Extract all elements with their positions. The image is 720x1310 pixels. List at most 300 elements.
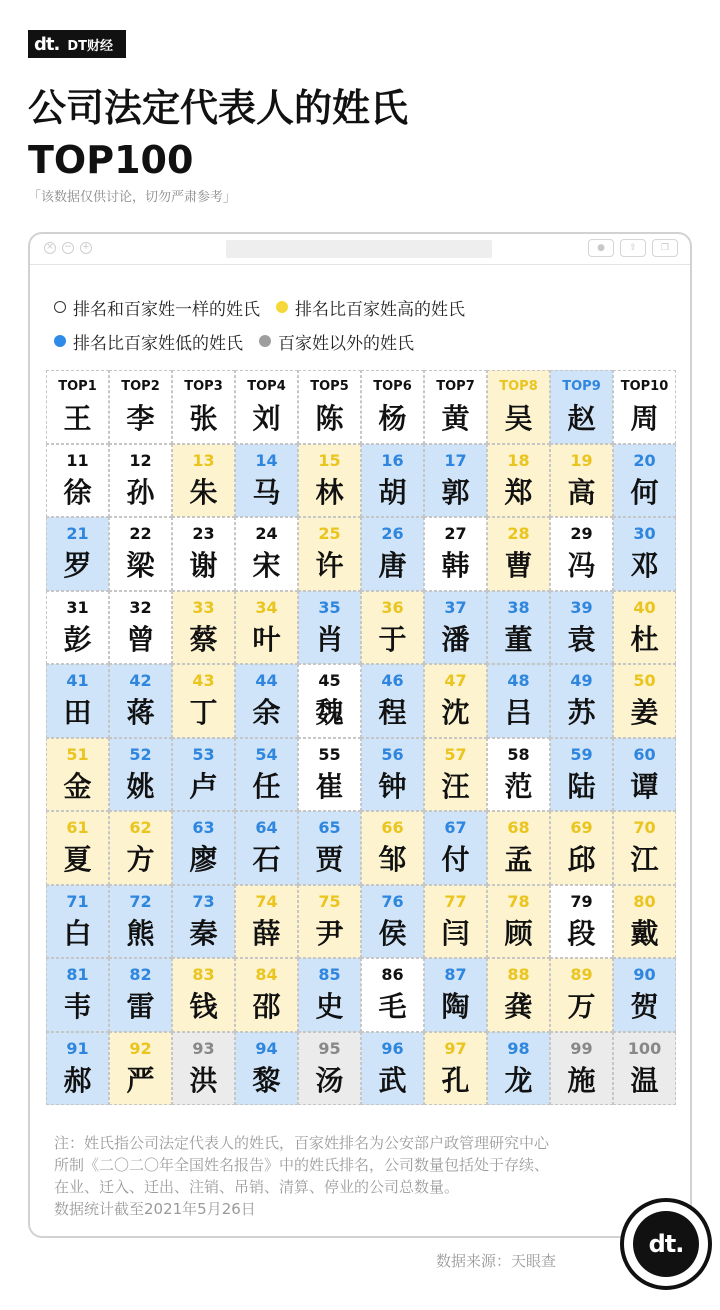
surname-cell [613, 591, 676, 665]
surname-cell [361, 1032, 424, 1106]
surname-rank: 31 [66, 597, 89, 617]
surname-rank: 66 [381, 818, 404, 837]
surname-name: 周 [630, 402, 659, 435]
surname-cell [487, 664, 550, 738]
surname-cell [424, 885, 487, 959]
surname-name: 贺 [630, 990, 659, 1023]
surname-cell [109, 664, 172, 738]
surname-rank: 25 [318, 524, 341, 543]
surname-rank: 71 [66, 891, 89, 911]
surname-cell [46, 517, 109, 591]
surname-name: 郭 [441, 475, 470, 509]
surname-rank: 96 [381, 1038, 404, 1058]
surname-name: 苏 [567, 696, 596, 729]
legend-label: 排名比百家姓低的姓氏 [73, 333, 243, 354]
surname-cell [424, 444, 487, 518]
surname-rank: 68 [507, 818, 530, 837]
gray-dot-icon [259, 335, 271, 347]
surname-grid [46, 370, 676, 1105]
surname-cell [235, 444, 298, 518]
surname-cell [109, 1032, 172, 1106]
surname-cell [424, 738, 487, 812]
legend-label: 百家姓以外的姓氏 [278, 333, 414, 354]
surname-cell [298, 664, 361, 738]
surname-name: 沈 [441, 696, 470, 729]
surname-cell [172, 811, 235, 885]
surname-rank: 17 [444, 450, 467, 470]
surname-name: 蔡 [189, 622, 218, 656]
surname-cell [424, 664, 487, 738]
surname-rank: 82 [129, 965, 152, 984]
surname-rank: 77 [444, 891, 467, 911]
surname-rank: 13 [192, 450, 215, 470]
surname-cell [235, 958, 298, 1032]
surname-cell [109, 885, 172, 959]
surname-name: 曹 [504, 549, 533, 582]
surname-rank: 56 [381, 744, 404, 764]
surname-rank: 24 [255, 524, 278, 543]
blue-dot-icon [54, 335, 66, 347]
surname-name: 陶 [441, 990, 470, 1023]
surname-cell [172, 370, 235, 444]
surname-name: 朱 [189, 475, 218, 509]
surname-name: 于 [378, 622, 407, 656]
surname-cell [109, 591, 172, 665]
surname-cell [109, 958, 172, 1032]
surname-cell [172, 664, 235, 738]
surname-name: 冯 [567, 549, 596, 582]
surname-name: 金 [63, 769, 92, 803]
surname-cell [424, 370, 487, 444]
surname-rank: 49 [570, 671, 593, 690]
surname-rank: 73 [192, 891, 215, 911]
surname-name: 孟 [504, 843, 533, 876]
surname-name: 范 [504, 769, 533, 803]
surname-cell [613, 1032, 676, 1106]
surname-name: 高 [567, 475, 596, 509]
surname-name: 吕 [504, 696, 533, 729]
surname-name: 薛 [252, 916, 281, 950]
brand-name: DT财经 [67, 38, 113, 54]
surname-cell [298, 811, 361, 885]
surname-cell [46, 885, 109, 959]
surname-cell [550, 738, 613, 812]
surname-name: 蒋 [126, 696, 155, 729]
surname-cell [109, 811, 172, 885]
surname-cell [235, 370, 298, 444]
surname-rank: 85 [318, 965, 341, 984]
surname-name: 秦 [189, 916, 218, 950]
window-titlebar [30, 234, 690, 265]
surname-cell [361, 885, 424, 959]
surname-name: 袁 [567, 622, 596, 656]
surname-cell [298, 591, 361, 665]
surname-name: 崔 [315, 769, 344, 803]
surname-name: 熊 [126, 916, 155, 950]
surname-name: 宋 [252, 549, 281, 582]
title-line-1: 公司法定代表人的姓氏 [28, 86, 409, 130]
surname-rank: 12 [129, 450, 152, 470]
surname-rank: 39 [570, 597, 593, 617]
surname-rank: 42 [129, 671, 152, 690]
surname-name: 毛 [378, 990, 407, 1023]
surname-rank: 37 [444, 597, 467, 617]
surname-cell [424, 1032, 487, 1106]
legend-item-outside [259, 329, 414, 354]
surname-name: 汪 [441, 769, 470, 803]
surname-name: 姜 [630, 696, 659, 729]
surname-name: 何 [630, 475, 659, 509]
surname-rank: 15 [318, 450, 341, 470]
surname-rank: 95 [318, 1038, 341, 1058]
surname-rank: 79 [570, 891, 593, 911]
dt-badge-icon [620, 1198, 712, 1290]
surname-rank: 69 [570, 818, 593, 837]
surname-name: 董 [504, 622, 533, 656]
surname-cell [298, 885, 361, 959]
surname-rank: 28 [507, 524, 530, 543]
surname-rank: 99 [570, 1038, 593, 1058]
surname-cell [487, 885, 550, 959]
surname-cell [172, 444, 235, 518]
surname-name: 张 [189, 402, 218, 435]
surname-cell [550, 885, 613, 959]
address-bar[interactable] [226, 240, 492, 258]
surname-cell [487, 444, 550, 518]
surname-rank: 21 [66, 524, 89, 543]
surname-cell [46, 811, 109, 885]
copy-icon[interactable]: ❐ [652, 239, 678, 257]
surname-rank: 48 [507, 671, 530, 690]
surname-name: 韦 [63, 990, 92, 1023]
surname-name: 黄 [441, 402, 470, 435]
surname-rank: 47 [444, 671, 467, 690]
surname-rank: 55 [318, 744, 341, 764]
surname-name: 万 [567, 990, 596, 1023]
surname-name: 唐 [378, 549, 407, 582]
surname-name: 陈 [315, 402, 344, 435]
surname-cell [298, 958, 361, 1032]
surname-cell [235, 738, 298, 812]
surname-cell [613, 958, 676, 1032]
surname-rank: 40 [633, 597, 656, 617]
surname-cell [109, 517, 172, 591]
surname-name: 叶 [252, 622, 281, 656]
legend-item-lower [54, 329, 243, 354]
surname-rank: 72 [129, 891, 152, 911]
surname-cell [298, 738, 361, 812]
surname-cell [550, 444, 613, 518]
surname-cell [172, 958, 235, 1032]
surname-name: 闫 [441, 916, 470, 950]
surname-name: 付 [441, 843, 470, 876]
surname-rank: 60 [633, 744, 656, 764]
surname-cell [361, 517, 424, 591]
surname-cell [172, 1032, 235, 1106]
surname-cell [613, 664, 676, 738]
surname-cell [487, 738, 550, 812]
legend-label: 排名和百家姓一样的姓氏 [73, 299, 260, 320]
yellow-dot-icon [276, 301, 288, 313]
surname-name: 龚 [504, 990, 533, 1023]
surname-rank: 51 [66, 744, 89, 764]
legend-label: 排名比百家姓高的姓氏 [295, 299, 465, 320]
surname-cell [46, 1032, 109, 1106]
surname-name: 邹 [378, 843, 407, 876]
surname-name: 石 [252, 843, 281, 876]
surname-cell [235, 591, 298, 665]
surname-rank: 50 [633, 671, 656, 690]
maximize-icon[interactable]: + [80, 242, 92, 254]
surname-cell [487, 517, 550, 591]
surname-name: 韩 [441, 549, 470, 582]
surname-name: 方 [126, 843, 155, 876]
surname-rank: 86 [381, 965, 404, 984]
surname-rank: 81 [66, 965, 89, 984]
surname-cell [298, 444, 361, 518]
browser-window [28, 232, 692, 1238]
surname-name: 钟 [378, 769, 407, 803]
surname-rank: 76 [381, 891, 404, 911]
surname-rank: 27 [444, 524, 467, 543]
legend-item-same [54, 295, 260, 320]
surname-rank: 91 [66, 1038, 89, 1058]
surname-rank: TOP5 [310, 379, 349, 394]
surname-rank: 57 [444, 744, 467, 764]
surname-name: 戴 [630, 916, 659, 950]
surname-rank: 23 [192, 524, 215, 543]
surname-name: 程 [378, 696, 407, 729]
surname-cell [487, 811, 550, 885]
surname-rank: 78 [507, 891, 530, 911]
footnote-line: 数据统计截至2021年5月26日 [54, 1200, 256, 1218]
surname-cell [361, 664, 424, 738]
surname-rank: TOP1 [58, 379, 97, 394]
surname-rank: 16 [381, 450, 404, 470]
surname-name: 徐 [63, 475, 92, 509]
surname-cell [46, 958, 109, 1032]
window-controls [44, 242, 92, 254]
surname-name: 许 [315, 549, 344, 582]
surname-rank: 54 [255, 744, 278, 764]
surname-name: 任 [252, 769, 281, 803]
surname-name: 邓 [630, 549, 659, 582]
disclaimer: 「该数据仅供讨论，切勿严肃参考」 [28, 190, 237, 205]
surname-name: 严 [126, 1063, 155, 1097]
legend-row-1 [54, 290, 674, 324]
surname-rank: TOP9 [562, 379, 601, 394]
surname-rank: 20 [633, 450, 656, 470]
surname-cell [550, 958, 613, 1032]
surname-cell [235, 811, 298, 885]
surname-name: 雷 [126, 990, 155, 1023]
surname-rank: 46 [381, 671, 404, 690]
surname-name: 江 [630, 843, 659, 876]
surname-rank: 84 [255, 965, 278, 984]
surname-rank: 36 [381, 597, 404, 617]
surname-rank: 38 [507, 597, 530, 617]
surname-name: 刘 [252, 402, 281, 435]
surname-cell [487, 958, 550, 1032]
surname-name: 杜 [630, 622, 659, 656]
surname-name: 洪 [189, 1063, 218, 1097]
surname-rank: 64 [255, 818, 278, 837]
surname-rank: 65 [318, 818, 341, 837]
surname-rank: 61 [66, 818, 89, 837]
surname-name: 贾 [315, 843, 344, 876]
surname-name: 孙 [126, 475, 155, 509]
surname-name: 马 [252, 475, 281, 509]
surname-cell [613, 738, 676, 812]
surname-name: 田 [63, 696, 92, 729]
legend-row-2 [54, 324, 674, 358]
surname-cell [487, 591, 550, 665]
badge-logo: dt. [633, 1211, 699, 1277]
close-icon[interactable]: × [44, 242, 56, 254]
surname-cell [361, 591, 424, 665]
surname-name: 钱 [189, 990, 218, 1023]
surname-rank: 94 [255, 1038, 278, 1058]
surname-name: 侯 [378, 916, 407, 950]
surname-name: 邵 [252, 990, 281, 1023]
surname-rank: 14 [255, 450, 278, 470]
surname-cell [613, 885, 676, 959]
surname-rank: 26 [381, 524, 404, 543]
surname-rank: 70 [633, 818, 656, 837]
footnote [54, 1132, 634, 1220]
surname-cell [46, 738, 109, 812]
surname-rank: 80 [633, 891, 656, 911]
surname-name: 卢 [189, 769, 218, 803]
surname-rank: 43 [192, 671, 215, 690]
surname-rank: 29 [570, 524, 593, 543]
surname-name: 杨 [378, 402, 407, 435]
surname-name: 顾 [504, 916, 533, 950]
surname-cell [361, 444, 424, 518]
surname-name: 彭 [63, 622, 92, 656]
window-buttons [588, 239, 678, 257]
surname-name: 史 [315, 990, 344, 1023]
surname-rank: 41 [66, 671, 89, 690]
surname-rank: 59 [570, 744, 593, 764]
record-icon[interactable]: ● [588, 239, 614, 257]
surname-cell [298, 1032, 361, 1106]
surname-cell [361, 370, 424, 444]
surname-cell [613, 444, 676, 518]
surname-name: 魏 [315, 696, 344, 729]
surname-rank: 30 [633, 524, 656, 543]
dt-logo-icon: dt. [34, 33, 60, 55]
surname-cell [487, 1032, 550, 1106]
surname-rank: 11 [66, 450, 89, 470]
surname-name: 肖 [315, 622, 344, 656]
surname-rank: 67 [444, 818, 467, 837]
surname-rank: 35 [318, 597, 341, 617]
surname-cell [550, 517, 613, 591]
surname-cell [550, 370, 613, 444]
surname-rank: 87 [444, 965, 467, 984]
surname-cell [613, 811, 676, 885]
surname-cell [109, 738, 172, 812]
surname-name: 赵 [567, 402, 596, 435]
surname-cell [613, 370, 676, 444]
surname-name: 夏 [63, 843, 92, 876]
surname-cell [424, 958, 487, 1032]
surname-rank: TOP2 [121, 379, 160, 394]
white-dot-icon [54, 301, 66, 313]
surname-rank: 98 [507, 1038, 530, 1058]
surname-name: 白 [63, 916, 92, 950]
surname-name: 段 [567, 916, 596, 950]
surname-rank: TOP8 [499, 379, 538, 394]
surname-name: 姚 [126, 769, 155, 803]
surname-cell [361, 738, 424, 812]
surname-rank: 74 [255, 891, 278, 911]
minimize-icon[interactable]: − [62, 242, 74, 254]
surname-name: 施 [567, 1063, 596, 1097]
surname-cell [46, 370, 109, 444]
surname-cell [613, 517, 676, 591]
surname-cell [424, 811, 487, 885]
surname-name: 吴 [504, 402, 533, 435]
surname-name: 胡 [378, 475, 407, 509]
surname-cell [424, 591, 487, 665]
surname-name: 林 [315, 475, 344, 509]
surname-name: 孔 [441, 1063, 470, 1097]
footnote-line: 在业、迁入、迁出、注销、吊销、清算、停业的公司总数量。 [54, 1178, 460, 1196]
brand-logo [28, 30, 126, 58]
data-source: 数据来源：天眼查 [436, 1252, 557, 1270]
surname-cell [109, 370, 172, 444]
surname-rank: 52 [129, 744, 152, 764]
surname-cell [172, 591, 235, 665]
surname-name: 王 [63, 402, 92, 435]
surname-cell [424, 517, 487, 591]
surname-name: 谢 [189, 549, 218, 582]
footnote-line: 所制《二〇二〇年全国姓名报告》中的姓氏排名，公司数量包括处于存续、 [54, 1156, 550, 1174]
surname-rank: 90 [633, 965, 656, 984]
surname-name: 尹 [315, 916, 344, 950]
surname-rank: TOP6 [373, 379, 412, 394]
surname-cell [172, 517, 235, 591]
surname-rank: TOP7 [436, 379, 475, 394]
surname-rank: 100 [627, 1038, 662, 1058]
surname-rank: 34 [255, 597, 278, 617]
surname-name: 黎 [252, 1063, 281, 1097]
surname-rank: 19 [570, 450, 593, 470]
surname-cell [550, 591, 613, 665]
surname-name: 廖 [189, 843, 218, 876]
page-title [28, 82, 628, 186]
surname-name: 李 [126, 402, 155, 435]
surname-name: 曾 [126, 622, 155, 656]
surname-name: 潘 [441, 622, 470, 656]
surname-name: 温 [630, 1063, 659, 1097]
title-line-2: TOP100 [28, 138, 194, 182]
surname-cell [361, 958, 424, 1032]
surname-rank: 97 [444, 1038, 467, 1058]
surname-name: 龙 [504, 1063, 533, 1097]
share-icon[interactable]: ⇧ [620, 239, 646, 257]
surname-rank: TOP10 [620, 379, 669, 394]
surname-cell [46, 664, 109, 738]
surname-rank: 45 [318, 671, 341, 690]
surname-rank: TOP3 [184, 379, 223, 394]
surname-rank: 88 [507, 965, 530, 984]
surname-cell [46, 591, 109, 665]
surname-cell [550, 811, 613, 885]
surname-cell [172, 885, 235, 959]
